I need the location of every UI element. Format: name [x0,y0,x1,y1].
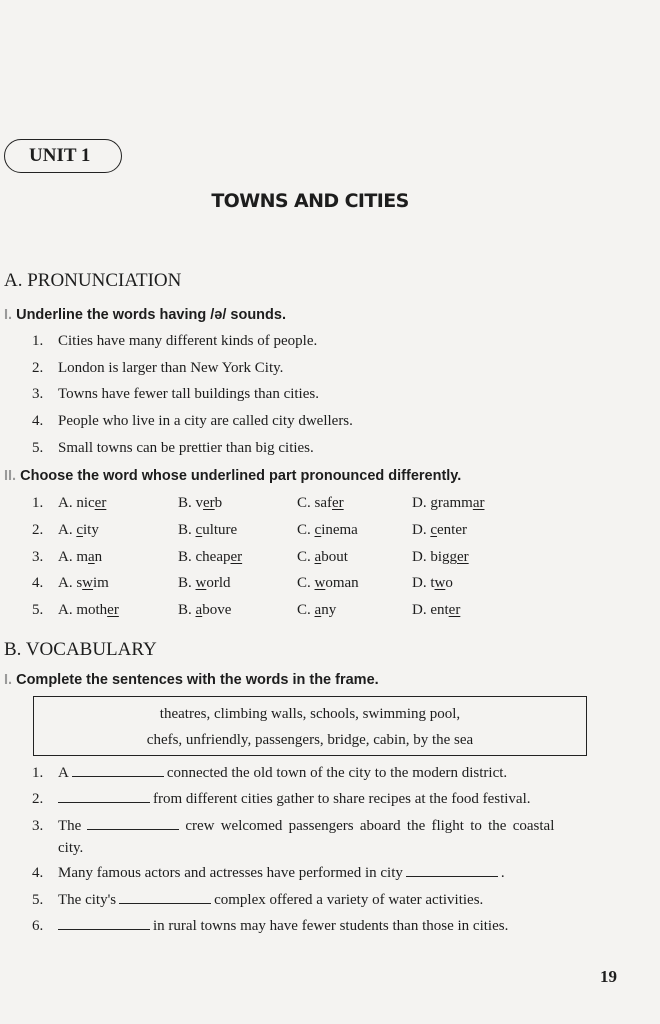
answer-blank[interactable] [119,891,211,904]
instruction-text: Complete the sentences with the words in the frame. [12,672,379,688]
sentence-item: 6. in rural towns may have fewer students than those in cities. [32,918,509,934]
list-item: 3. Towns have fewer tall buildings than cities. [32,386,319,402]
frame-line: theatres, climbing walls, schools, swimming pool, [159,706,461,722]
underlined-part: c [195,522,203,538]
list-item: 2. London is larger than New York City. [32,360,284,376]
sentence-item: 4. Many famous actors and actresses have performed in city . [32,865,505,881]
underlined-part: w [82,575,94,591]
page-title: TOWNS AND CITIES [211,190,409,212]
list-item: 5. Small towns can be prettier than big cities. [32,440,314,456]
list-item: 1. Cities have many different kinds of people. [32,333,318,349]
list-item: 4. People who live in a city are called city dwellers. [32,413,353,429]
mcq-option[interactable]: D. bigger [412,549,469,565]
mcq-option[interactable]: A. mother [58,602,119,618]
section-b-heading: B. VOCABULARY [4,639,157,660]
sentence-item: 5. The city's complex offered a variety of water activities. [32,892,484,908]
section-a-part2-instruction [4,468,461,484]
mcq-option[interactable]: D. grammar [412,495,485,511]
mcq-option[interactable]: C. safer [297,495,344,511]
part-marker: I. [4,672,13,688]
mcq-option[interactable]: A. swim [58,575,109,591]
mcq-option[interactable]: B. world [178,575,231,591]
frame-line: chefs, unfriendly, passengers, bridge, cabin, by the sea [146,732,474,748]
instruction-text: Choose the word whose underlined part pronounced differently. [16,468,462,484]
underlined-part: er [94,495,107,511]
word-frame [33,696,587,756]
mcq-option[interactable]: D. two [412,575,453,591]
underlined-part: c [76,522,84,538]
part-marker: I. [4,307,13,323]
instruction-text: Underline the words having /ə/ sounds. [12,307,286,323]
mcq-row-number: 5. [32,602,44,618]
answer-blank[interactable] [406,864,498,877]
underlined-part: c [314,522,322,538]
answer-blank[interactable] [87,817,179,830]
underlined-part: w [314,575,326,591]
section-a-part1-instruction [4,307,286,323]
part-marker: II. [4,468,17,484]
sentence-item: 3. The crew welcomed passengers aboard the flight to the coastal city. [32,818,555,856]
underlined-part: er [203,495,215,511]
underlined-part: er [457,549,469,565]
underlined-part: c [430,522,438,538]
mcq-option[interactable]: D. center [412,522,467,538]
underlined-part: a [314,602,322,618]
underlined-part: w [434,575,446,591]
mcq-option[interactable]: C. cinema [297,522,358,538]
underlined-part: w [195,575,207,591]
answer-blank[interactable] [58,790,150,803]
mcq-row-number: 1. [32,495,44,511]
underlined-part: er [332,495,344,511]
mcq-row-number: 4. [32,575,44,591]
sentence-item: 2. from different cities gather to share recipes at the food festival. [32,791,531,807]
section-b-part1-instruction [4,672,379,688]
mcq-option[interactable]: B. cheaper [178,549,243,565]
mcq-option[interactable]: A. man [58,549,103,565]
mcq-option[interactable]: D. enter [412,602,461,618]
underlined-part: a [195,602,203,618]
page-number: 19 [600,967,617,986]
underlined-part: ar [472,495,485,511]
sentence-item: 1. A connected the old town of the city to the modern district. [32,765,508,781]
mcq-option[interactable]: C. about [297,549,348,565]
mcq-option[interactable]: C. any [297,602,337,618]
mcq-option[interactable]: A. nicer [58,495,107,511]
answer-blank[interactable] [58,917,150,930]
mcq-option[interactable]: A. city [58,522,99,538]
underlined-part: er [230,549,243,565]
underlined-part: a [314,549,322,565]
mcq-option[interactable]: B. verb [178,495,223,511]
section-a-heading: A. PRONUNCIATION [4,270,182,291]
unit-badge: UNIT 1 [4,139,122,173]
answer-blank[interactable] [72,764,164,777]
mcq-option[interactable]: C. woman [297,575,359,591]
mcq-row-number: 2. [32,522,44,538]
mcq-row-number: 3. [32,549,44,565]
mcq-option[interactable]: B. above [178,602,232,618]
mcq-option[interactable]: B. culture [178,522,238,538]
underlined-part: er [107,602,119,618]
underlined-part: a [88,549,95,565]
underlined-part: er [448,602,461,618]
